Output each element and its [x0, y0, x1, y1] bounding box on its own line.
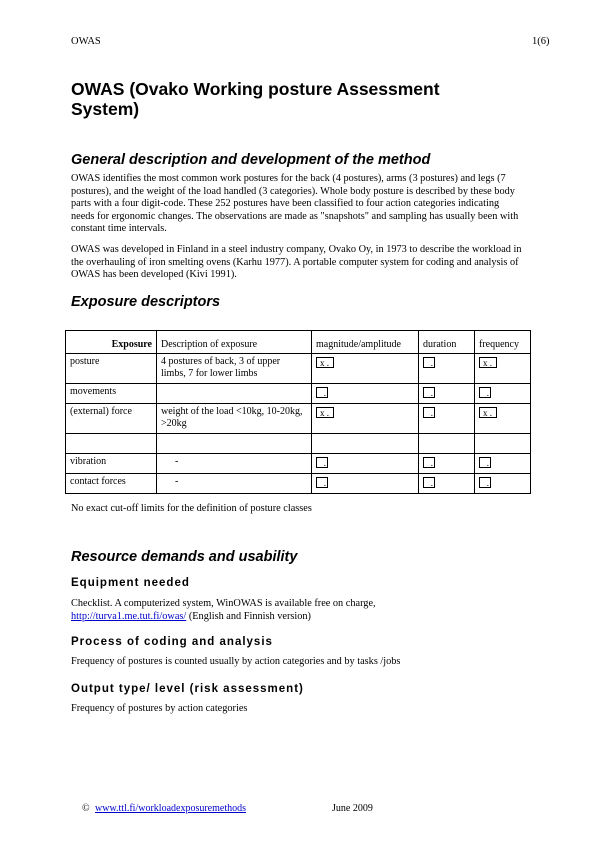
duration-checkbox[interactable]: .	[423, 357, 435, 368]
frequency-checkbox[interactable]: .	[479, 387, 491, 398]
duration-checkbox[interactable]: .	[423, 457, 435, 468]
document-title: OWAS (Ovako Working posture Assessment System)	[71, 79, 440, 119]
exposure-description: weight of the load <10kg, 10-20kg, >20kg	[157, 404, 312, 434]
duration-checkbox[interactable]: .	[423, 407, 435, 418]
table-row	[66, 474, 531, 494]
copyright-symbol: ©	[82, 803, 90, 814]
equipment-text: Checklist. A computerized system, WinOWAS is available free on charge,	[71, 598, 376, 609]
exposure-description	[157, 384, 312, 404]
winowas-link[interactable]: http://turva1.me.tut.fi/owas/	[71, 610, 187, 622]
equipment-after-text: (English and Finnish version)	[186, 610, 311, 622]
column-header: Description of exposure	[157, 331, 312, 354]
table-row	[66, 384, 531, 404]
heading-process-coding: Process of coding and analysis	[71, 636, 273, 648]
running-header-left: OWAS	[71, 36, 101, 47]
heading-general-description: General description and development of the method	[71, 152, 431, 168]
frequency-checkbox[interactable]: x .	[479, 407, 497, 418]
exposure-name: contact forces	[66, 474, 157, 494]
table-row	[66, 354, 531, 384]
equipment-paragraph	[71, 598, 523, 623]
footer-date: June 2009	[332, 803, 373, 814]
exposure-description: -	[157, 474, 312, 494]
exposure-description: 4 postures of back, 3 of upper limbs, 7 for lower limbs	[157, 354, 312, 384]
duration-checkbox[interactable]: .	[423, 387, 435, 398]
process-text: Frequency of postures is counted usually by action categories and by tasks /jobs	[71, 656, 401, 667]
output-text: Frequency of postures by action categories	[71, 703, 248, 714]
frequency-checkbox[interactable]: x .	[479, 357, 497, 368]
magnitude-checkbox[interactable]: .	[316, 387, 328, 398]
exposure-name: (external) force	[66, 404, 157, 434]
duration-checkbox[interactable]: .	[423, 477, 435, 488]
footer-link[interactable]: www.ttl.fi/workloadexposuremethods	[95, 803, 246, 814]
paragraph-general-2: OWAS was developed in Finland in a steel industry company, Ovako Oy, in 1973 to describe the workload in the overhauling of iron smelting ovens (Karhu 1977). A portable computer system for coding and analysis of OWAS has been developed (Kivi 1991).	[71, 244, 522, 281]
heading-output-type: Output type/ level (risk assessment)	[71, 683, 304, 695]
table-row	[66, 404, 531, 434]
heading-equipment-needed: Equipment needed	[71, 577, 190, 589]
exposure-name: vibration	[66, 454, 157, 474]
magnitude-checkbox[interactable]: x .	[316, 357, 334, 368]
exposure-description: -	[157, 454, 312, 474]
table-row-empty	[66, 434, 531, 454]
exposure-name: movements	[66, 384, 157, 404]
exposure-table	[65, 330, 531, 494]
magnitude-checkbox[interactable]: .	[316, 457, 328, 468]
frequency-checkbox[interactable]: .	[479, 457, 491, 468]
column-header: duration	[419, 331, 475, 354]
heading-resource-demands: Resource demands and usability	[71, 549, 298, 565]
magnitude-checkbox[interactable]: .	[316, 477, 328, 488]
column-header: magnitude/amplitude	[312, 331, 419, 354]
table-row	[66, 454, 531, 474]
page-number: 1(6)	[532, 36, 550, 47]
paragraph-general-1: OWAS identifies the most common work postures for the back (4 postures), arms (3 postures) and legs (7 postures), and the weight of the load handled (3 categories). Whole body posture is described by these body parts with a four digit-code. These 252 postures have been classified to four action categories indicating needs for ergonomic changes. The observations are made as "snapshots" and sampling has usually been with constant time intervals.	[71, 173, 519, 235]
column-header: frequency	[475, 331, 531, 354]
table-header-row	[66, 331, 531, 354]
exposure-name: posture	[66, 354, 157, 384]
exposure-note: No exact cut-off limits for the definition of posture classes	[71, 503, 312, 514]
heading-exposure-descriptors: Exposure descriptors	[71, 294, 221, 310]
magnitude-checkbox[interactable]: x .	[316, 407, 334, 418]
column-header: Exposure	[66, 331, 157, 354]
frequency-checkbox[interactable]: .	[479, 477, 491, 488]
